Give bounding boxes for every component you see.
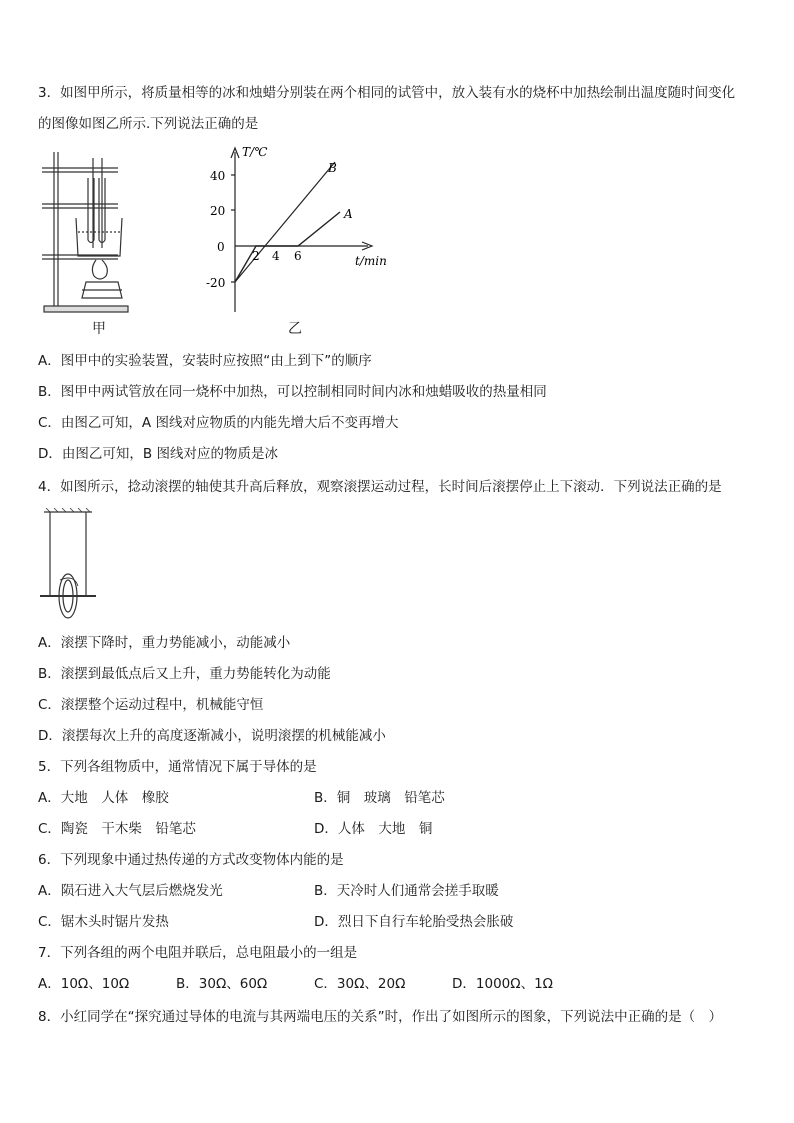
curve-b-label: B — [328, 161, 337, 175]
q6-option-b: B．天冷时人们通常会搓手取暖 — [314, 883, 499, 899]
q4-option-d: D．滚摆每次上升的高度逐渐减小，说明滚摆的机械能减小 — [38, 728, 386, 744]
curve-a — [235, 212, 340, 282]
q7-option-d: D．1000Ω、1Ω — [452, 976, 553, 992]
heating-apparatus-diagram — [38, 148, 138, 338]
y-tick-neg20: -20 — [206, 276, 226, 290]
q8-stem: 8．小红同学在“探究通过导体的电流与其两端电压的关系”时，作出了如图所示的图象，下列说法中正确的是（ ） — [38, 1009, 723, 1025]
q7-option-a: A．10Ω、10Ω — [38, 976, 130, 992]
curve-a-label: A — [344, 207, 353, 221]
x-axis-label: t/min — [355, 254, 387, 268]
q4-option-c: C．滚摆整个运动过程中，机械能守恒 — [38, 697, 264, 713]
q6-option-c: C．锯木头时锯片发热 — [38, 914, 169, 930]
x-tick-4: 4 — [272, 249, 280, 263]
q7-option-c: C．30Ω、20Ω — [314, 976, 406, 992]
q4-option-a: A．滚摆下降时，重力势能减小，动能减小 — [38, 635, 291, 651]
curve-b — [235, 162, 335, 282]
q5-option-c: C．陶瓷 干木柴 铅笔芯 — [38, 821, 196, 837]
q3-figure-yi — [200, 140, 400, 340]
y-tick-20: 20 — [210, 204, 226, 218]
q7-stem: 7．下列各组的两个电阻并联后，总电阻最小的一组是 — [38, 945, 358, 961]
x-tick-2: 2 — [252, 249, 260, 263]
q3-option-a: A．图甲中的实验装置，安装时应按照“由上到下”的顺序 — [38, 353, 372, 369]
q7-option-b: B．30Ω、60Ω — [176, 976, 268, 992]
q4-option-b: B．滚摆到最低点后又上升，重力势能转化为动能 — [38, 666, 331, 682]
q5-stem: 5．下列各组物质中，通常情况下属于导体的是 — [38, 759, 317, 775]
q3-figure-jia — [38, 148, 138, 338]
q4-stem: 4．如图所示，捻动滚摆的轴使其升高后释放，观察滚摆运动过程，长时间后滚摆停止上下滚动．下列说法正确的是 — [38, 479, 722, 495]
q5-option-b: B．铜 玻璃 铅笔芯 — [314, 790, 445, 806]
q4-figure — [38, 508, 98, 620]
q3-option-c: C．由图乙可知，A 图线对应物质的内能先增大后不变再增大 — [38, 415, 399, 431]
q6-option-d: D．烈日下自行车轮胎受热会胀破 — [314, 914, 514, 930]
y-tick-0: 0 — [217, 240, 225, 254]
q6-option-a: A．陨石进入大气层后燃烧发光 — [38, 883, 223, 899]
q3-stem-line2: 的图像如图乙所示.下列说法正确的是 — [38, 116, 259, 132]
y-tick-40: 40 — [210, 169, 226, 183]
q3-stem-line1: 3．如图甲所示，将质量相等的冰和烛蜡分别装在两个相同的试管中，放入装有水的烧杯中加热绘制出温度随时间变化 — [38, 85, 736, 101]
q3-option-b: B．图甲中两试管放在同一烧杯中加热，可以控制相同时间内冰和烛蜡吸收的热量相同 — [38, 384, 547, 400]
q6-stem: 6．下列现象中通过热传递的方式改变物体内能的是 — [38, 852, 344, 868]
q3-figure-yi-caption: 乙 — [288, 321, 302, 337]
q5-option-a: A．大地 人体 橡胶 — [38, 790, 169, 806]
maxwell-pendulum-diagram — [38, 508, 98, 620]
q3-figure-jia-caption: 甲 — [92, 321, 106, 337]
q3-option-d: D．由图乙可知，B 图线对应的物质是冰 — [38, 446, 278, 462]
temperature-time-graph — [200, 140, 400, 340]
q5-option-d: D．人体 大地 铜 — [314, 821, 433, 837]
y-axis-label: T/℃ — [242, 145, 268, 159]
x-tick-6: 6 — [294, 249, 302, 263]
